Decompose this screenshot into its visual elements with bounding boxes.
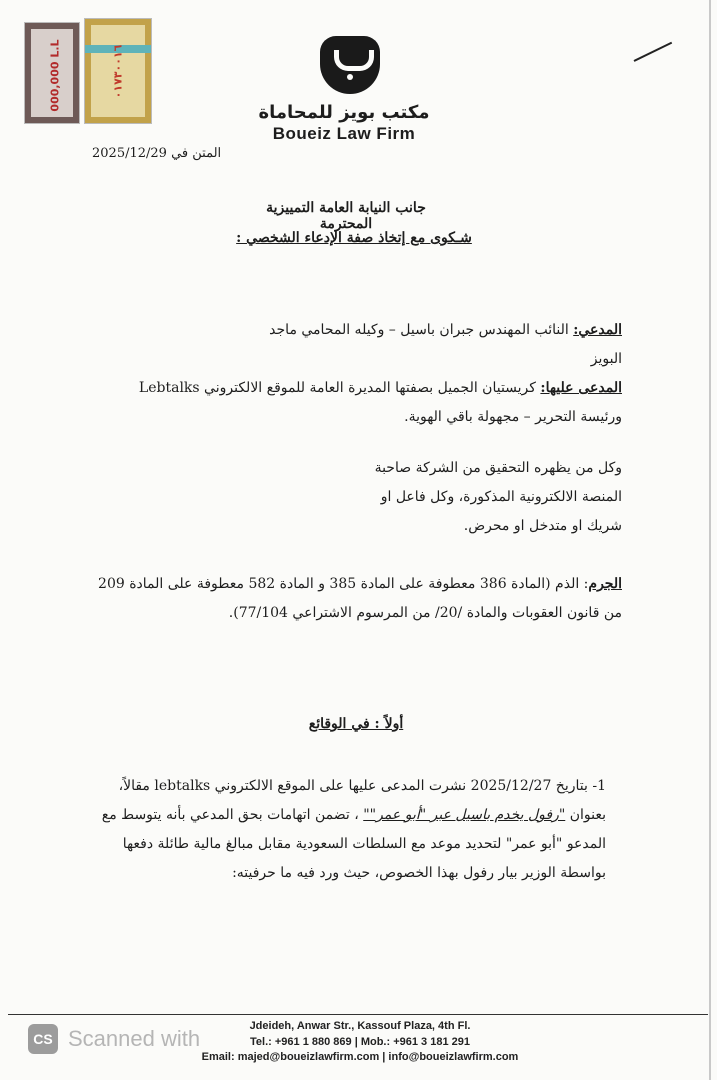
subject-line: شـكوى مع إتخاذ صفة الإدعاء الشخصي : (236, 230, 472, 246)
watermark-text: Scanned with (68, 1026, 201, 1051)
defendant-paragraph (96, 374, 622, 432)
page-edge (709, 0, 711, 1080)
fact-item-1 (96, 772, 606, 888)
stamp-value-right: ٠١٧٣٠٠١٦ (111, 44, 125, 99)
firm-name-english: Boueiz Law Firm (272, 124, 416, 143)
defendant-label: المدعى عليها: (540, 380, 622, 396)
pen-mark (634, 42, 673, 62)
footer-phones: Tel.: +961 1 880 869 | Mob.: +961 3 181 291 (250, 1036, 470, 1048)
crime-label: الجرم (588, 576, 622, 592)
article-title-quote: "رفول يخدم باسيل عبر "أبو عمر"" (363, 807, 566, 823)
plaintiff-paragraph (260, 316, 622, 374)
fact-text-before: بتاريخ 2025/12/27 نشرت المدعى عليها على الموقع الالكتروني lebtalks مقالاً، بعنوان (118, 778, 606, 823)
fact-text-after: ، تضمن اتهامات بحق المدعي بأنه يتوسط مع المدعو "أبو عمر" لتحديد موعد مع السلطات السعودية مقابل مبالغ مالية طائلة دفعها بواسطة الوزير بيار رفول بهذا الخصوص، حيث ورد فيه ما حرفيته: (101, 807, 606, 881)
fiscal-stamp-right (84, 18, 152, 124)
letter-date: المتن في 2025/12/29 (92, 146, 222, 161)
defendant-text: كريستيان الجميل بصفتها المديرة العامة للموقع الالكتروني Lebtalks ورئيسة التحرير – مجهولة باقي الهوية. (138, 380, 622, 425)
firm-logo-icon (320, 36, 380, 94)
stamp-value-left: 000,000 L.L (48, 39, 62, 112)
footer-divider (8, 1014, 708, 1015)
plaintiff-label: المدعي: (573, 322, 622, 338)
section-title-facts: أولاً : في الوقائع (308, 716, 404, 732)
fact-number: 1- (592, 778, 606, 794)
footer-address: Jdeideh, Anwar Str., Kassouf Plaza, 4th Fl. (249, 1020, 471, 1032)
footer-email: Email: majed@boueizlawfirm.com | info@boueizlawfirm.com (201, 1051, 519, 1063)
addressee: جانب النيابة العامة التمييزية المحترمة (266, 200, 426, 232)
plaintiff-text: النائب المهندس جبران باسيل – وكيله المحامي ماجد البويز (269, 322, 622, 367)
crime-text: : الذم (المادة 386 معطوفة على المادة 385 و المادة 582 معطوفة على المادة 209 من قانون العقوبات والمادة /20/ من المرسوم الاشتراعي 77/104). (98, 576, 622, 621)
firm-name-arabic: مكتب بويز للمحاماة (258, 102, 430, 123)
other-defendants-paragraph: وكل من يظهره التحقيق من الشركة صاحبة المنصة الالكترونية المذكورة، وكل فاعل او شريك او متدخل او محرض. (374, 460, 622, 534)
crime-paragraph (96, 570, 622, 628)
fiscal-stamp-left (24, 22, 80, 124)
camscanner-icon: CS (28, 1024, 58, 1054)
